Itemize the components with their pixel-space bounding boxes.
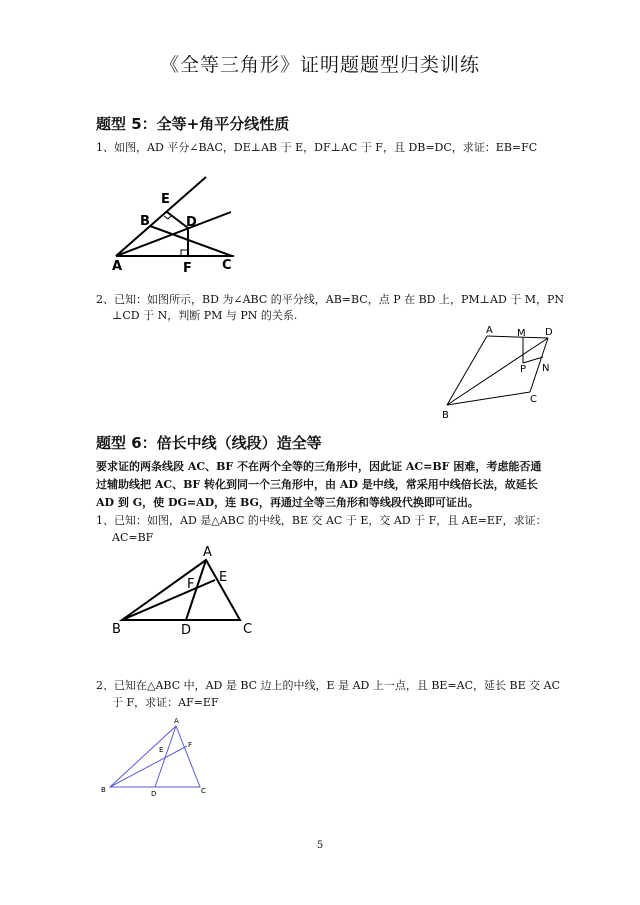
fig2-label-d: D xyxy=(545,327,553,338)
section6-heading: 题型 6：倍长中线（线段）造全等 xyxy=(96,434,322,452)
fig2-label-c: C xyxy=(530,394,537,405)
fig3-label-f: F xyxy=(187,577,195,592)
section6-intro-line3: AD 到 G，使 DG=AD，连 BG，再通过全等三角形和等线段代换即可证出。 xyxy=(96,496,479,509)
fig4-label-d: D xyxy=(151,790,157,798)
section5-heading: 题型 5：全等+角平分线性质 xyxy=(96,115,290,133)
fig1-label-a: A xyxy=(112,259,123,274)
page-title: 《全等三角形》证明题题型归类训练 xyxy=(159,54,480,76)
fig1-label-c: C xyxy=(222,258,232,273)
fig2-label-n: N xyxy=(542,363,550,374)
fig4-label-c: C xyxy=(201,787,206,795)
section6-intro-line2: 过辅助线把 AC、BF 转化到同一个三角形中，由 AD 是中线，常采用中线倍长法，故延长 xyxy=(96,478,538,491)
fig1-label-d: D xyxy=(186,215,197,230)
fig4-label-f: F xyxy=(188,741,193,749)
fig1-label-b: B xyxy=(140,214,150,229)
section5-q1-text: 1、如图，AD 平分∠BAC，DE⊥AB 于 E，DF⊥AC 于 F，且 DB=DC，求证：EB=FC xyxy=(96,141,538,154)
fig3-label-d: D xyxy=(181,623,192,638)
section6-q1-line1: 1、已知：如图，AD 是△ABC 的中线，BE 交 AC 于 E，交 AD 于 F，且 AE=EF，求证： xyxy=(96,514,547,527)
section6-q2-line1: 2、已知在△ABC 中，AD 是 BC 边上的中线，E 是 AD 上一点，且 BE=AC，延长 BE 交 AC xyxy=(96,679,560,692)
fig4-label-a: A xyxy=(174,717,179,725)
fig3-label-a: A xyxy=(203,545,212,560)
fig4-label-b: B xyxy=(101,786,106,794)
fig2-label-m: M xyxy=(517,328,526,339)
fig4-label-e: E xyxy=(159,746,164,754)
fig3-label-b: B xyxy=(112,622,121,637)
section5-q2-line2: ⊥CD 于 N，判断 PM 与 PN 的关系. xyxy=(112,309,298,322)
section6-q2-line2: 于 F，求证：AF=EF xyxy=(112,696,219,709)
section6-q1-line2: AC=BF xyxy=(112,531,154,544)
fig3-label-e: E xyxy=(219,570,228,585)
section6-intro-line1: 要求证的两条线段 AC、BF 不在两个全等的三角形中，因此证 AC=BF 困难，考虑能否通 xyxy=(96,460,542,473)
fig1-label-f: F xyxy=(183,261,192,276)
page-number: 5 xyxy=(316,840,324,851)
fig2-label-p: P xyxy=(520,364,527,375)
section5-q2-line1: 2、已知：如图所示，BD 为∠ABC 的平分线，AB=BC，点 P 在 BD 上，PM⊥AD 于 M，PN xyxy=(96,293,565,306)
fig1-label-e: E xyxy=(161,192,170,207)
fig2-label-b: B xyxy=(442,410,449,421)
fig3-label-c: C xyxy=(243,622,253,637)
fig2-label-a: A xyxy=(486,325,493,336)
